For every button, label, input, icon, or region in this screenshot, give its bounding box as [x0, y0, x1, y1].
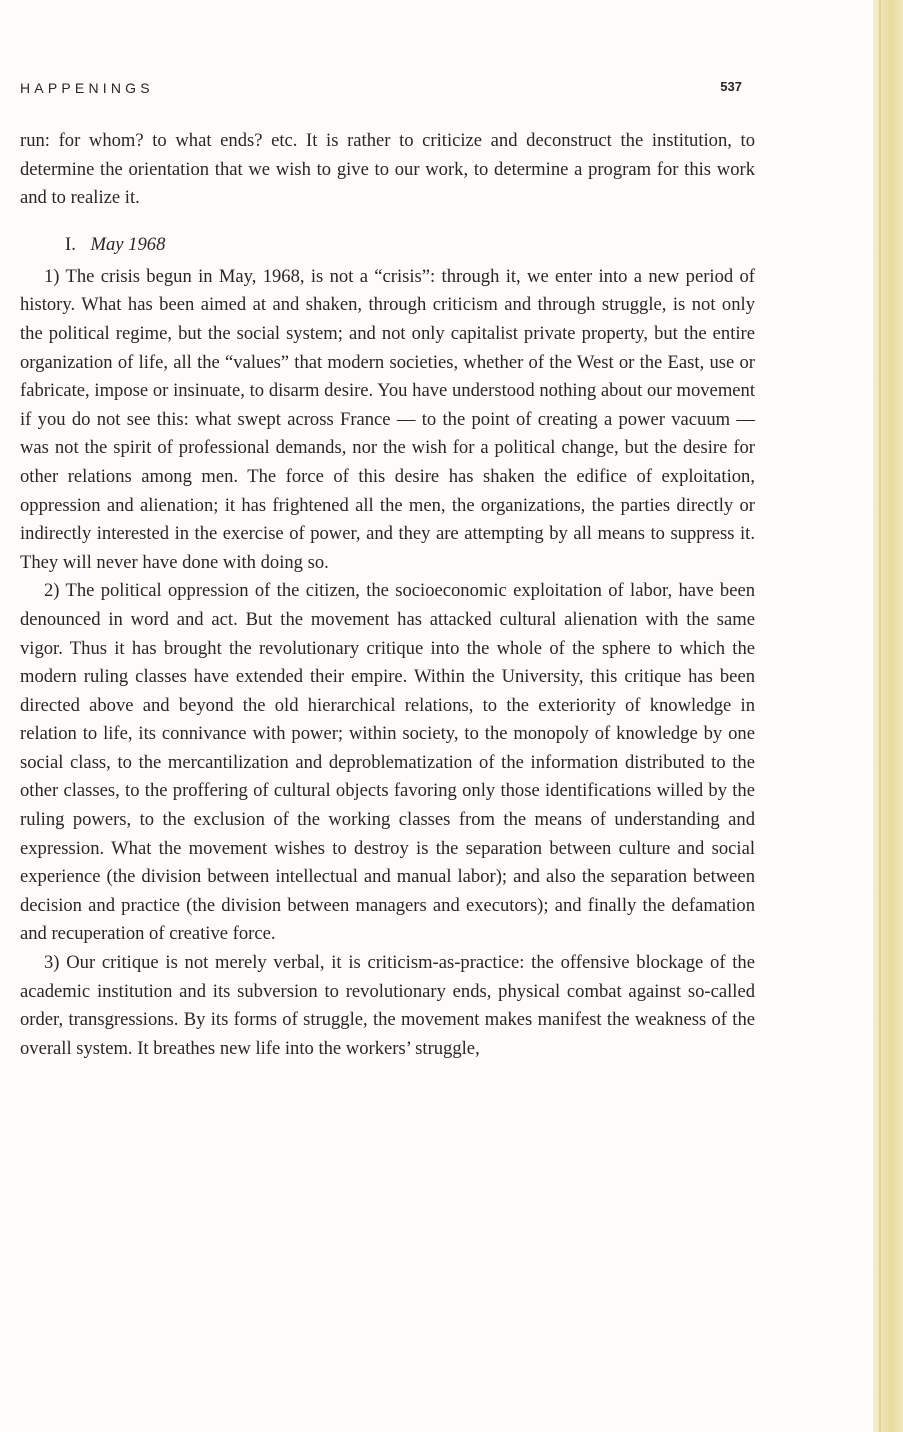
section-number: I.: [65, 233, 76, 255]
section-heading: [20, 231, 755, 259]
page-edge: [873, 0, 903, 1432]
section-title: May 1968: [90, 233, 166, 255]
page-edge-line: [879, 0, 881, 1432]
running-head: HAPPENINGS: [20, 80, 154, 96]
page-header: [20, 80, 742, 100]
paragraph-2: 2) The political oppression of the citizen, the socioeconomic exploitation of labor, have been denounced in word and act. But the movement has attacked cultural alienation with the same vigor. Thus it has brought the revolutionary critique into the whole of the sphere to which the modern ruling classes have extended their empire. Within the University, this critique has been directed above and beyond the old hierarchical relations, to the exteriority of knowledge in relation to life, its connivance with power; within society, to the monopoly of knowledge by one social class, to the mercantilization and deproblematization of the information distributed to the other classes, to the proffering of cultural objects favoring only those identifications willed by the ruling powers, to the exclusion of the working classes from the means of understanding and expression. What the movement wishes to destroy is the separation between culture and social experience (the division between intellectual and manual labor); and also the separation between decision and practice (the division between managers and executors); and finally the defamation and recuperation of creative force.: [20, 580, 755, 945]
paragraph-3: 3) Our critique is not merely verbal, it is criticism-as-practice: the offensive blockage of the academic institution and its subversion to revolutionary ends, physical combat against so-called order, transgressions. By its forms of struggle, the movement makes manifest the weakness of the overall system. It breathes new life into the workers’ struggle,: [20, 952, 755, 1059]
page-number: 537: [720, 79, 742, 94]
body-text: [20, 127, 755, 1063]
paragraph-1: 1) The crisis begun in May, 1968, is not a “crisis”: through it, we enter into a new period of history. What has been aimed at and shaken, through criticism and through struggle, is not only the political regime, but the social system; and not only capitalist private property, but the entire organization of life, all the “values” that modern societies, whether of the West or the East, use or fabricate, impose or insinuate, to disarm desire. You have understood nothing about our movement if you do not see this: what swept across France — to the point of creating a power vacuum — was not the spirit of professional demands, nor the wish for a political change, but the desire for other relations among men. The force of this desire has shaken the edifice of exploitation, oppression and alienation; it has frightened all the men, the organizations, the parties directly or indirectly interested in the exercise of power, and they are attempting by all means to suppress it. They will never have done with doing so.: [20, 265, 755, 573]
intro-paragraph: run: for whom? to what ends? etc. It is rather to criticize and deconstruct the institution, to determine the orientation that we wish to give to our work, to determine a program for this work and to realize it.: [20, 130, 755, 209]
